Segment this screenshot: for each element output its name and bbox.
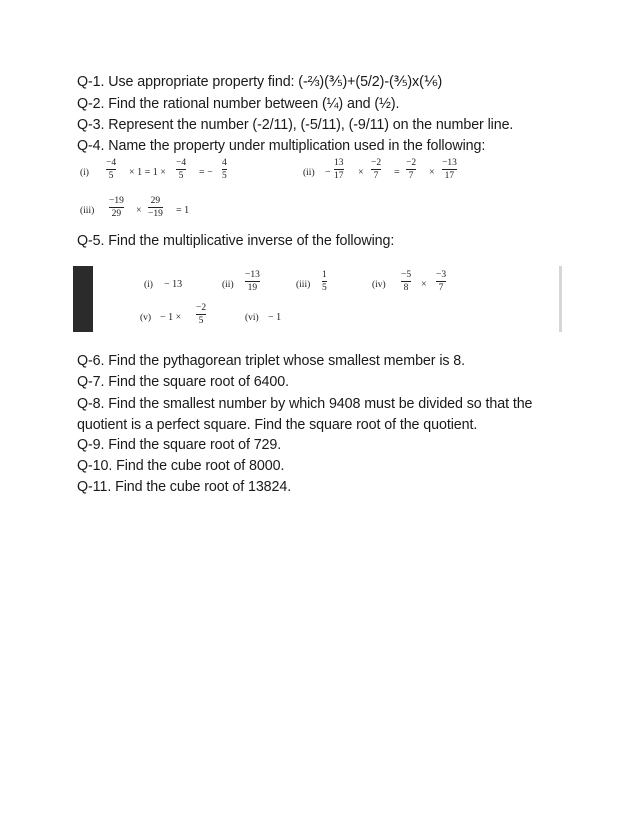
fraction: −4 5 [106, 158, 117, 181]
expression: − 1 [268, 312, 282, 323]
q4-label-ii: (ii) [303, 168, 315, 178]
image-border-left [73, 266, 93, 332]
fraction: 4 5 [222, 158, 227, 181]
question-2: Q-2. Find the rational number between (¼) and (½). [77, 96, 400, 112]
q5-label-ii: (ii) [222, 280, 234, 290]
operator: = 1 [176, 205, 190, 216]
question-1: Q-1. Use appropriate property find: (-⅔)(⅗)+(5/2)-(⅗)x(⅙) [77, 74, 443, 90]
q4-label-iii: (iii) [80, 206, 95, 216]
operator: = [394, 167, 400, 178]
question-5: Q-5. Find the multiplicative inverse of the following: [77, 233, 395, 249]
operator: × [429, 167, 435, 178]
fraction: −19 29 [109, 196, 124, 219]
operator: = − [199, 167, 213, 178]
q5-label-iv: (iv) [372, 280, 386, 290]
q5-label-v: (v) [140, 313, 152, 323]
fraction: −3 7 [436, 270, 447, 293]
operator: × [358, 167, 364, 178]
question-10: Q-10. Find the cube root of 8000. [77, 458, 285, 474]
q4-label-i: (i) [80, 168, 89, 178]
q5-label-iii: (iii) [296, 280, 311, 290]
question-3: Q-3. Represent the number (-2/11), (-5/11), (-9/11) on the number line. [77, 117, 514, 133]
fraction: −2 7 [371, 158, 382, 181]
fraction: −4 5 [176, 158, 187, 181]
question-9: Q-9. Find the square root of 729. [77, 437, 282, 453]
question-7: Q-7. Find the square root of 6400. [77, 374, 289, 390]
operator: × [421, 279, 427, 290]
question-6: Q-6. Find the pythagorean triplet whose smallest member is 8. [77, 353, 466, 369]
q5-label-vi: (vi) [245, 313, 259, 323]
operator: − [325, 167, 331, 178]
image-border-right [559, 266, 562, 332]
fraction: −13 19 [245, 270, 260, 293]
expression: − 13 [164, 279, 183, 290]
question-11: Q-11. Find the cube root of 13824. [77, 479, 292, 495]
fraction: 1 5 [322, 270, 327, 293]
fraction: 13 17 [334, 158, 344, 181]
question-8: Q-8. Find the smallest number by which 9408 must be divided so that the quotient is a perfect square. Find the square root of the quotient. [77, 396, 533, 433]
fraction: −2 5 [196, 303, 207, 326]
operator: × [136, 205, 142, 216]
fraction: 29 −19 [148, 196, 163, 219]
expression: − 1 × [160, 312, 182, 323]
operator: × 1 = 1 × [129, 167, 166, 178]
fraction: −13 17 [442, 158, 457, 181]
fraction: −5 8 [401, 270, 412, 293]
q5-label-i: (i) [144, 280, 153, 290]
fraction: −2 7 [406, 158, 417, 181]
question-4: Q-4. Name the property under multiplication used in the following: [77, 138, 486, 154]
